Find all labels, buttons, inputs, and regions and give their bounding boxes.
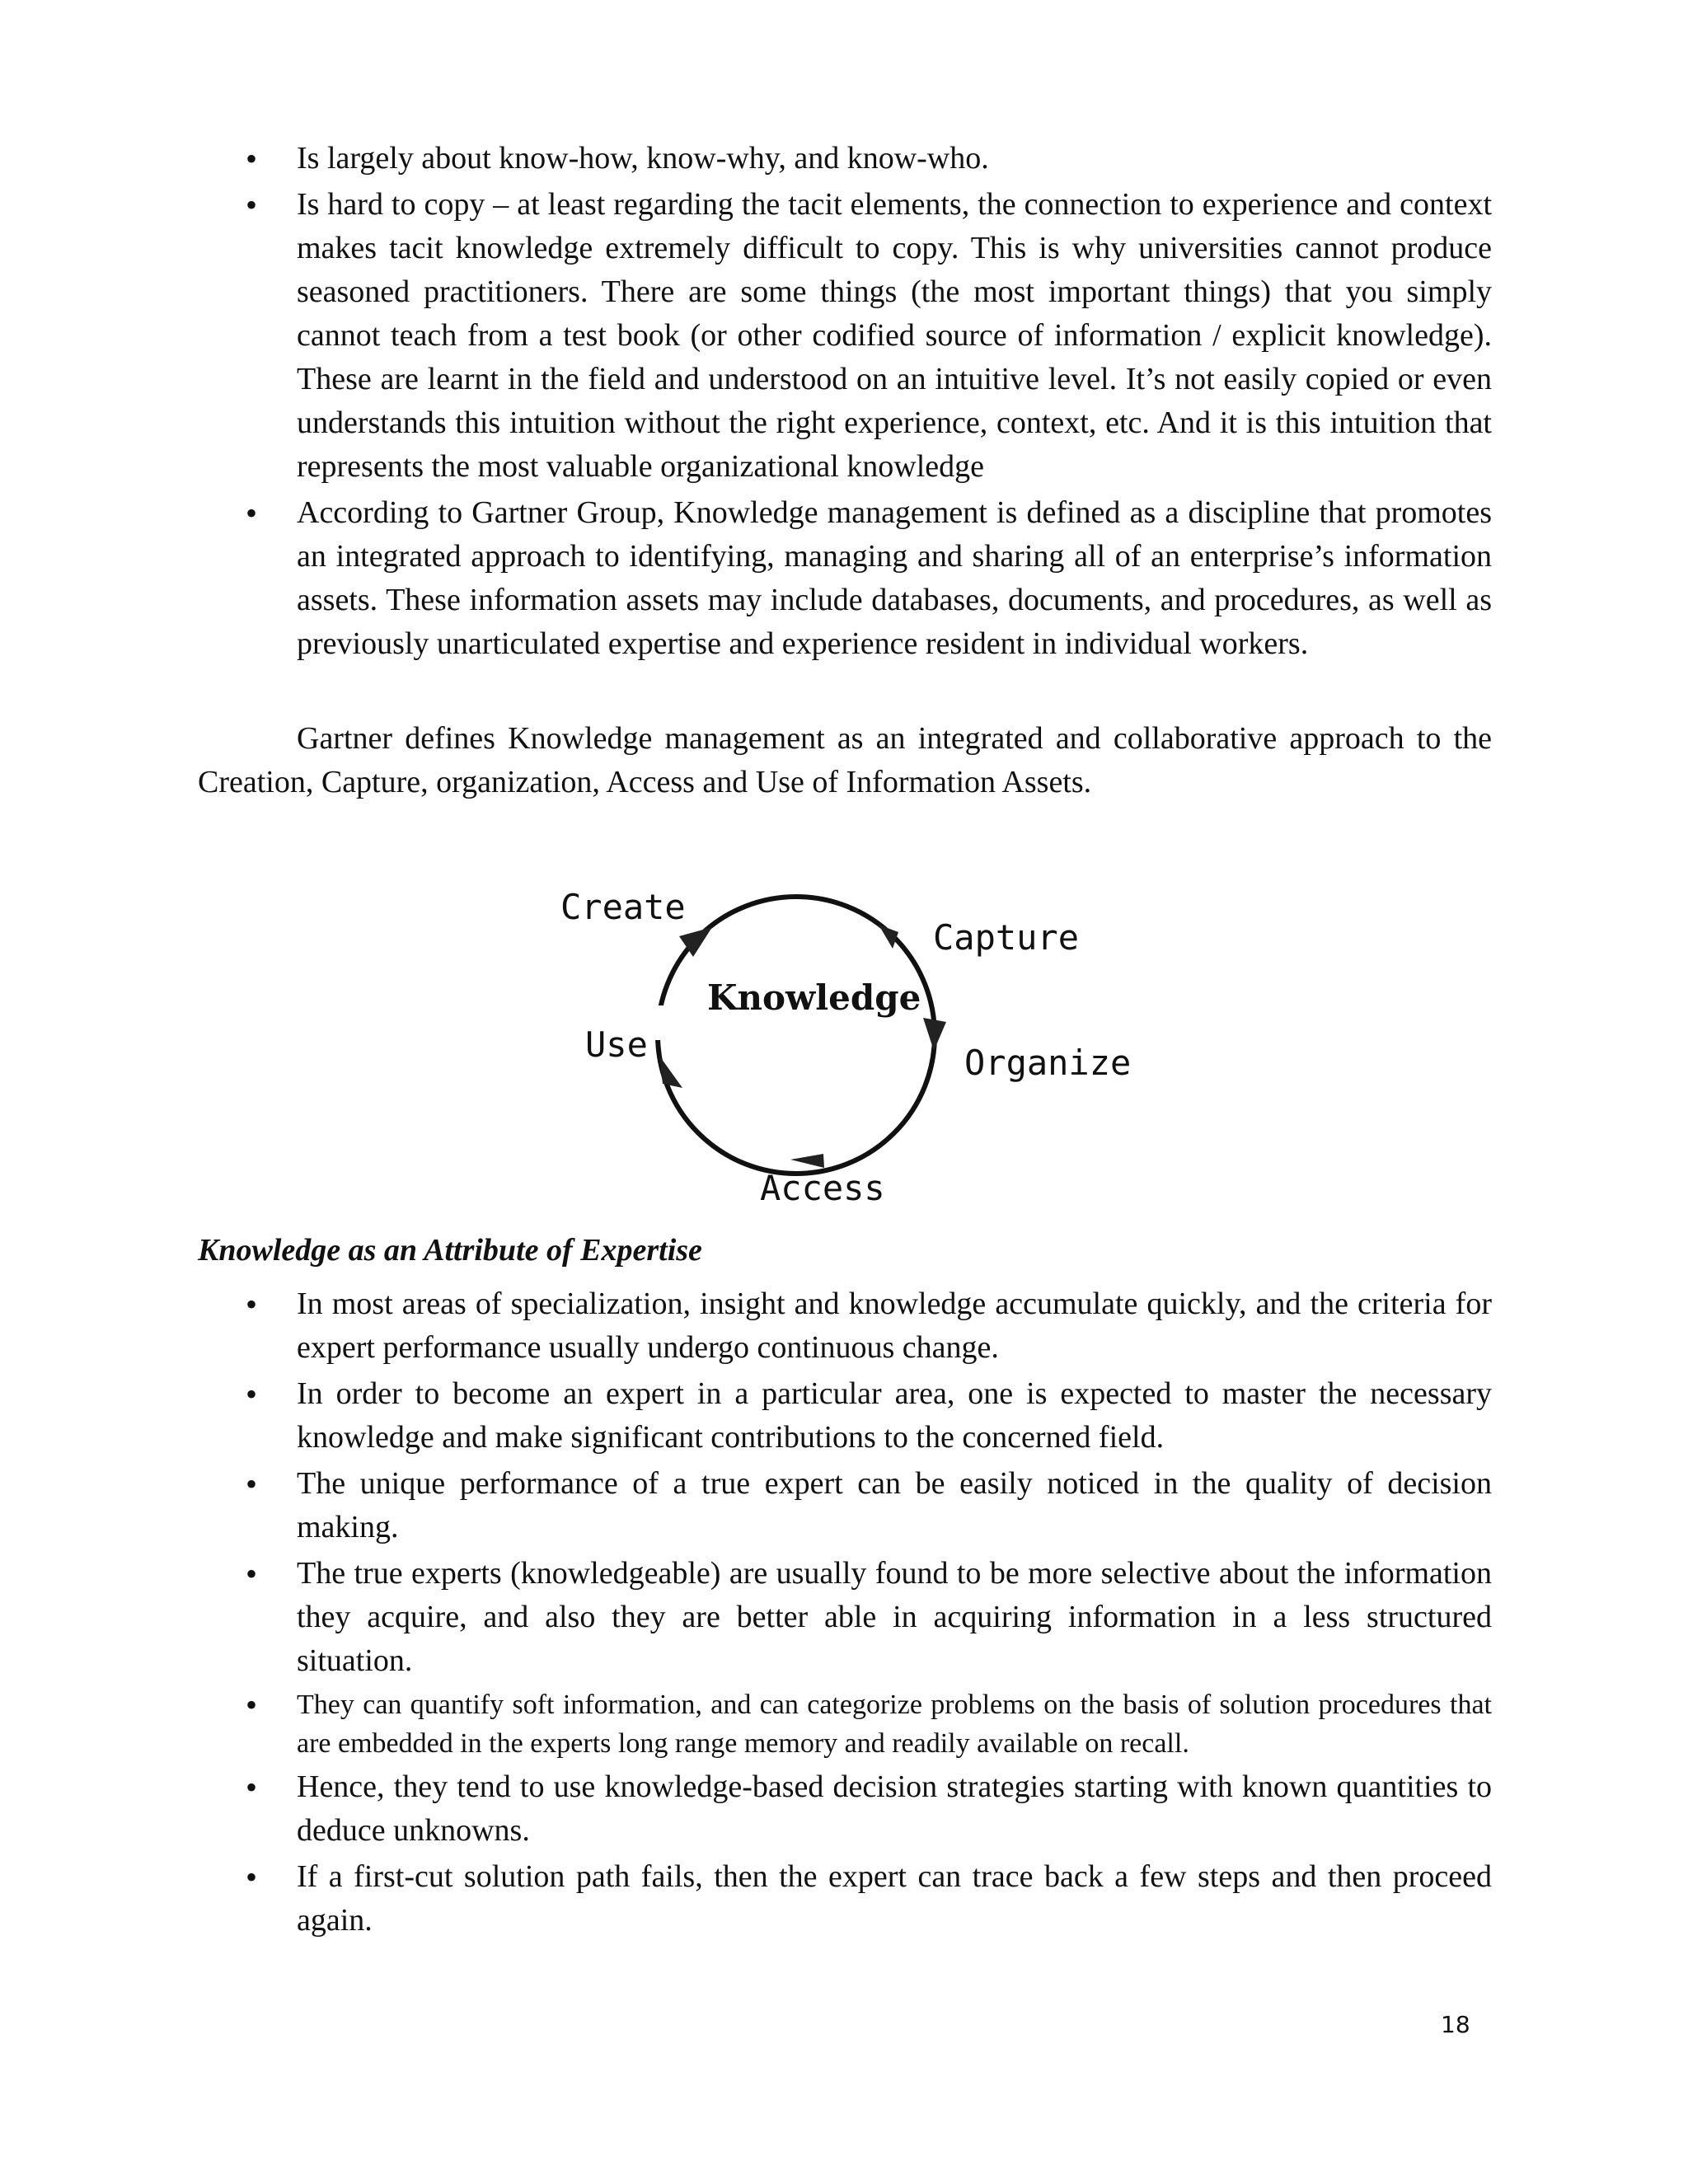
arrow-capture-icon bbox=[879, 925, 898, 949]
diagram-label-organize: Organize bbox=[964, 1043, 1132, 1083]
list-item: • They can quantify soft information, and can categorize problems on the basis of solution procedures that are embedded in the experts long range memory and readily available on recall. bbox=[198, 1685, 1492, 1763]
list-item: • The unique performance of a true expert can be easily noticed in the quality of decision making. bbox=[198, 1462, 1492, 1549]
arrow-organize-icon bbox=[923, 1018, 946, 1051]
list-item: • In most areas of specialization, insight and knowledge accumulate quickly, and the criteria for expert performance usually undergo continuous change. bbox=[198, 1282, 1492, 1370]
list-item: • According to Gartner Group, Knowledge management is defined as a discipline that promotes an integrated approach to identifying, managing and sharing all of an enterprise’s information assets. These information assets may include databases, documents, and procedures, as well as previously unarticulated expertise and experience resident in individual workers. bbox=[198, 491, 1492, 666]
list-item: • Hence, they tend to use knowledge-based decision strategies starting with known quantities to deduce unknowns. bbox=[198, 1765, 1492, 1853]
bullet-list-tacit-knowledge bbox=[198, 137, 1492, 668]
list-item: • If a first-cut solution path fails, then the expert can trace back a few steps and then proceed again. bbox=[198, 1855, 1492, 1943]
diagram-label-use: Use bbox=[585, 1024, 648, 1065]
section-heading: Knowledge as an Attribute of Expertise bbox=[198, 1233, 702, 1268]
diagram-label-create: Create bbox=[560, 887, 686, 927]
list-item: • In order to become an expert in a particular area, one is expected to master the necessary knowledge and make significant contributions to the concerned field. bbox=[198, 1372, 1492, 1460]
list-item: • The true experts (knowledgeable) are usually found to be more selective about the information they acquire, and also they are better able in acquiring information in a less structured situation. bbox=[198, 1552, 1492, 1683]
diagram-label-access: Access bbox=[760, 1168, 885, 1208]
list-item: • Is hard to copy – at least regarding the tacit elements, the connection to experience and context makes tacit knowledge extremely difficult to copy. This is why universities cannot produce seasoned practitioners. There are some things (the most important things) that you simply cannot teach from a test book (or other codified source of information / explicit knowledge). These are learnt in the field and understood on an intuitive level. It’s not easily copied or even understands this intuition without the right experience, context, etc. And it is this intuition that represents the most valuable organizational knowledge bbox=[198, 183, 1492, 489]
page-number: 18 bbox=[1441, 2011, 1470, 2038]
list-item: • Is largely about know-how, know-why, and know-who. bbox=[198, 137, 1492, 180]
gartner-paragraph: Gartner defines Knowledge management as an integrated and collaborative approach to the Creation, Capture, organization, Access and Use of Information Assets. bbox=[198, 721, 1492, 799]
bullet-list-expertise bbox=[198, 1282, 1492, 1945]
arrow-access-icon bbox=[790, 1154, 824, 1168]
diagram-label-capture: Capture bbox=[933, 917, 1080, 958]
arrow-use-icon bbox=[659, 1056, 682, 1088]
diagram-center-label: Knowledge bbox=[707, 977, 921, 1018]
knowledge-cycle-diagram bbox=[528, 849, 1154, 1212]
